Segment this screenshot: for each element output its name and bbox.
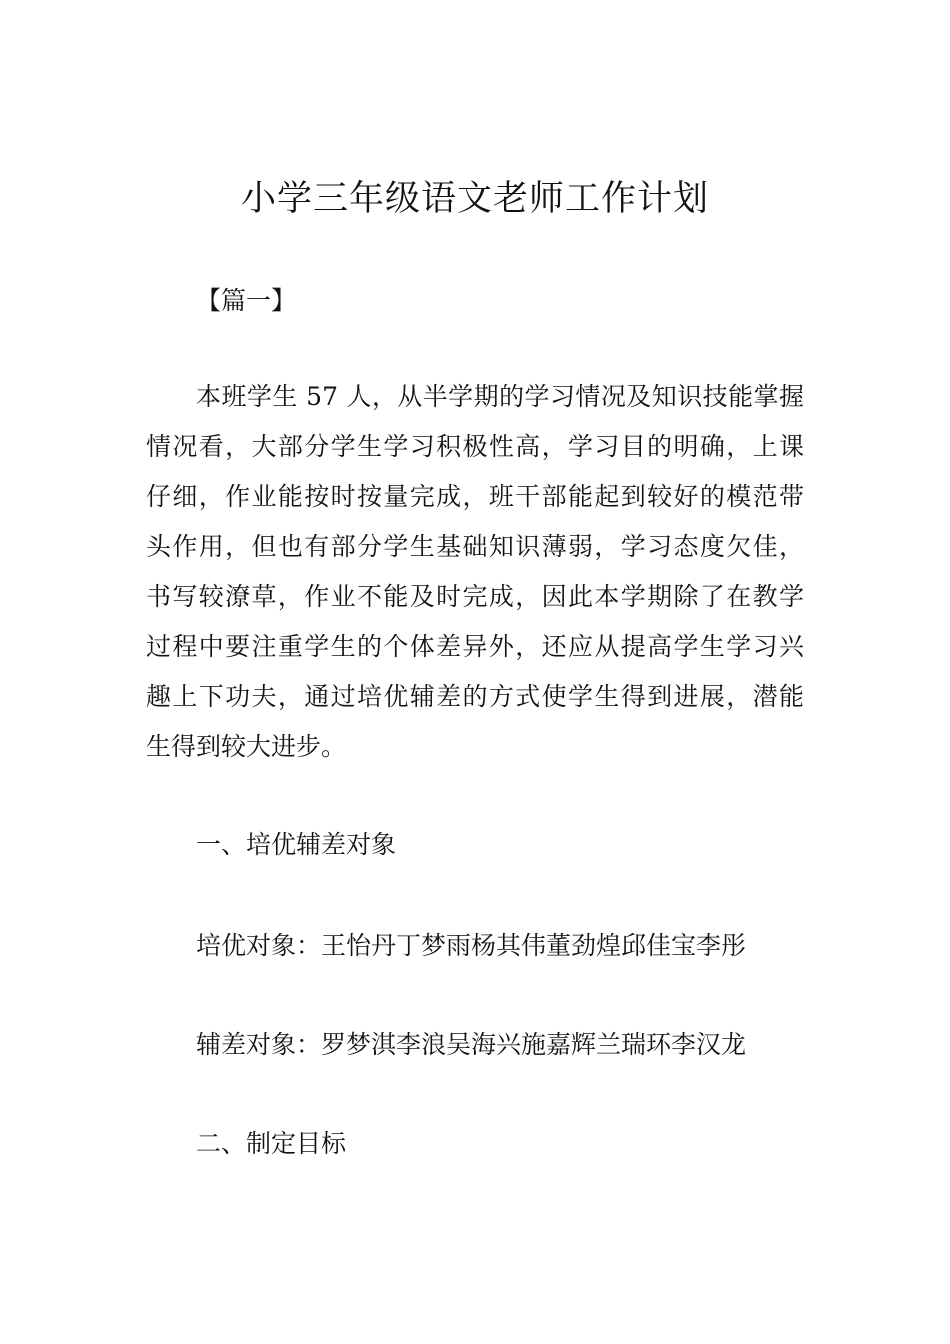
section-heading-two: 二、制定目标	[196, 1129, 347, 1158]
paragraph-line: 生得到较大进步。	[146, 732, 347, 761]
paragraph-line: 趣上下功夫，通过培优辅差的方式使学生得到进展，潜能	[146, 682, 804, 711]
struggling-students-line: 辅差对象：罗梦淇李浪吴海兴施嘉辉兰瑞环李汉龙	[196, 1030, 747, 1059]
document-title: 小学三年级语文老师工作计划	[240, 179, 709, 219]
paragraph-line: 头作用，但也有部分学生基础知识薄弱，学习态度欠佳，	[146, 532, 804, 561]
paragraph-line: 本班学生 57 人，从半学期的学习情况及知识技能掌握	[196, 382, 804, 411]
paragraph-line: 过程中要注重学生的个体差异外，还应从提高学生学习兴	[146, 632, 804, 661]
paragraph-line: 书写较潦草，作业不能及时完成，因此本学期除了在教学	[146, 582, 804, 611]
excellent-students-line: 培优对象：王怡丹丁梦雨杨其伟董劲煌邱佳宝李彤	[196, 931, 747, 960]
section-label: 【篇一】	[196, 286, 297, 315]
intro-paragraph	[146, 379, 804, 779]
paragraph-line: 情况看，大部分学生学习积极性高，学习目的明确，上课	[146, 432, 804, 461]
section-heading-one: 一、培优辅差对象	[196, 830, 397, 859]
paragraph-line: 仔细，作业能按时按量完成，班干部能起到较好的模范带	[146, 482, 804, 511]
